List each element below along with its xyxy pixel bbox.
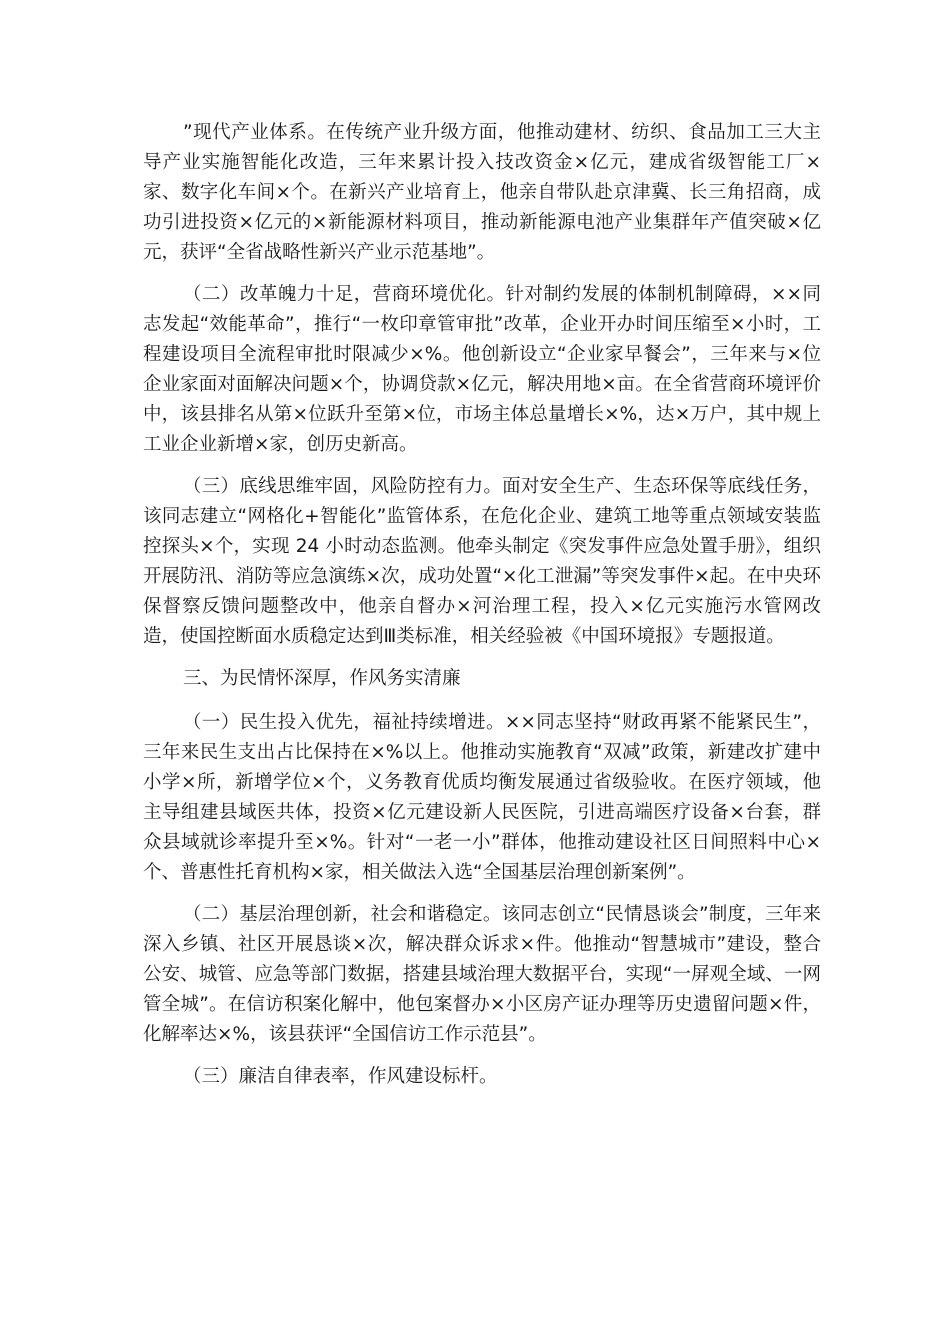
paragraph-industry-system: ”现代产业体系。在传统产业升级方面，他推动建材、纺织、食品加工三大主导产业实施智能化改造，三年来累计投入技改资金×亿元，建成省级智能工厂×家、数字化车间×个。在新兴产业培育上，他亲自带队赴京津冀、长三角招商，成功引进投资×亿元的×新能源材料项目，推动新能源电池产业集群年产值突破×亿元，获评“全省战略性新兴产业示范基地”。 <box>143 122 821 263</box>
document-body <box>143 118 821 1104</box>
paragraph-livelihood-investment: （一）民生投入优先，福祉持续增进。××同志坚持“财政再紧不能紧民生”，三年来民生支出占比保持在×%以上。他推动实施教育“双减”政策，新建改扩建中小学×所，新增学位×个，义务教育优质均衡发展通过省级验收。在医疗领域，他主导组建县域医共体，投资×亿元建设新人民医院，引进高端医疗设备×台套，群众县域就诊率提升至×%。针对“一老一小”群体，他推动建设社区日间照料中心×个、普惠性托育机构×家，相关做法入选“全国基层治理创新案例”。 <box>143 712 821 883</box>
paragraph-reform-business-environment: （二）改革魄力十足，营商环境优化。针对制约发展的体制机制障碍，××同志发起“效能革命”，推行“一枚印章管审批”改革，企业开办时间压缩至×小时，工程建设项目全流程审批时限减少×%。他创新设立“企业家早餐会”，三年来与×位企业家面对面解决问题×个，协调贷款×亿元，解决用地×亩。在全省营商环境评价中，该县排名从第×位跃升至第×位，市场主体总量增长×%，达×万户，其中规上工业企业新增×家，创历史新高。 <box>143 284 821 455</box>
paragraph-integrity-self-discipline: （三）廉洁自律表率，作风建设标杆。 <box>183 1066 498 1087</box>
paragraph-risk-control: （三）底线思维牢固，风险防控有力。面对安全生产、生态环保等底线任务，该同志建立“网格化+智能化”监管体系，在危化企业、建筑工地等重点领域安装监控探头×个，实现 24 小时动态监测。他牵头制定《突发事件应急处置手册》，组织开展防汛、消防等应急演练×次，成功处置“×化工泄漏”等突发事件×起。在中央环保督察反馈问题整改中，他亲自督办×河治理工程，投入×亿元实施污水管网改造，使国控断面水质稳定达到Ⅲ类标准，相关经验被《中国环境报》专题报道。 <box>143 476 821 647</box>
section-heading-people-livelihood: 三、为民情怀深厚，作风务实清廉 <box>183 668 461 689</box>
paragraph-grassroots-governance: （二）基层治理创新，社会和谐稳定。该同志创立“民情恳谈会”制度，三年来深入乡镇、社区开展恳谈×次，解决群众诉求×件。他推动“智慧城市”建设，整合公安、城管、应急等部门数据，搭建县域治理大数据平台，实现“一屏观全域、一网管全城”。在信访积案化解中，他包案督办×小区房产证办理等历史遗留问题×件，化解率达×%，该县获评“全国信访工作示范县”。 <box>143 904 821 1045</box>
